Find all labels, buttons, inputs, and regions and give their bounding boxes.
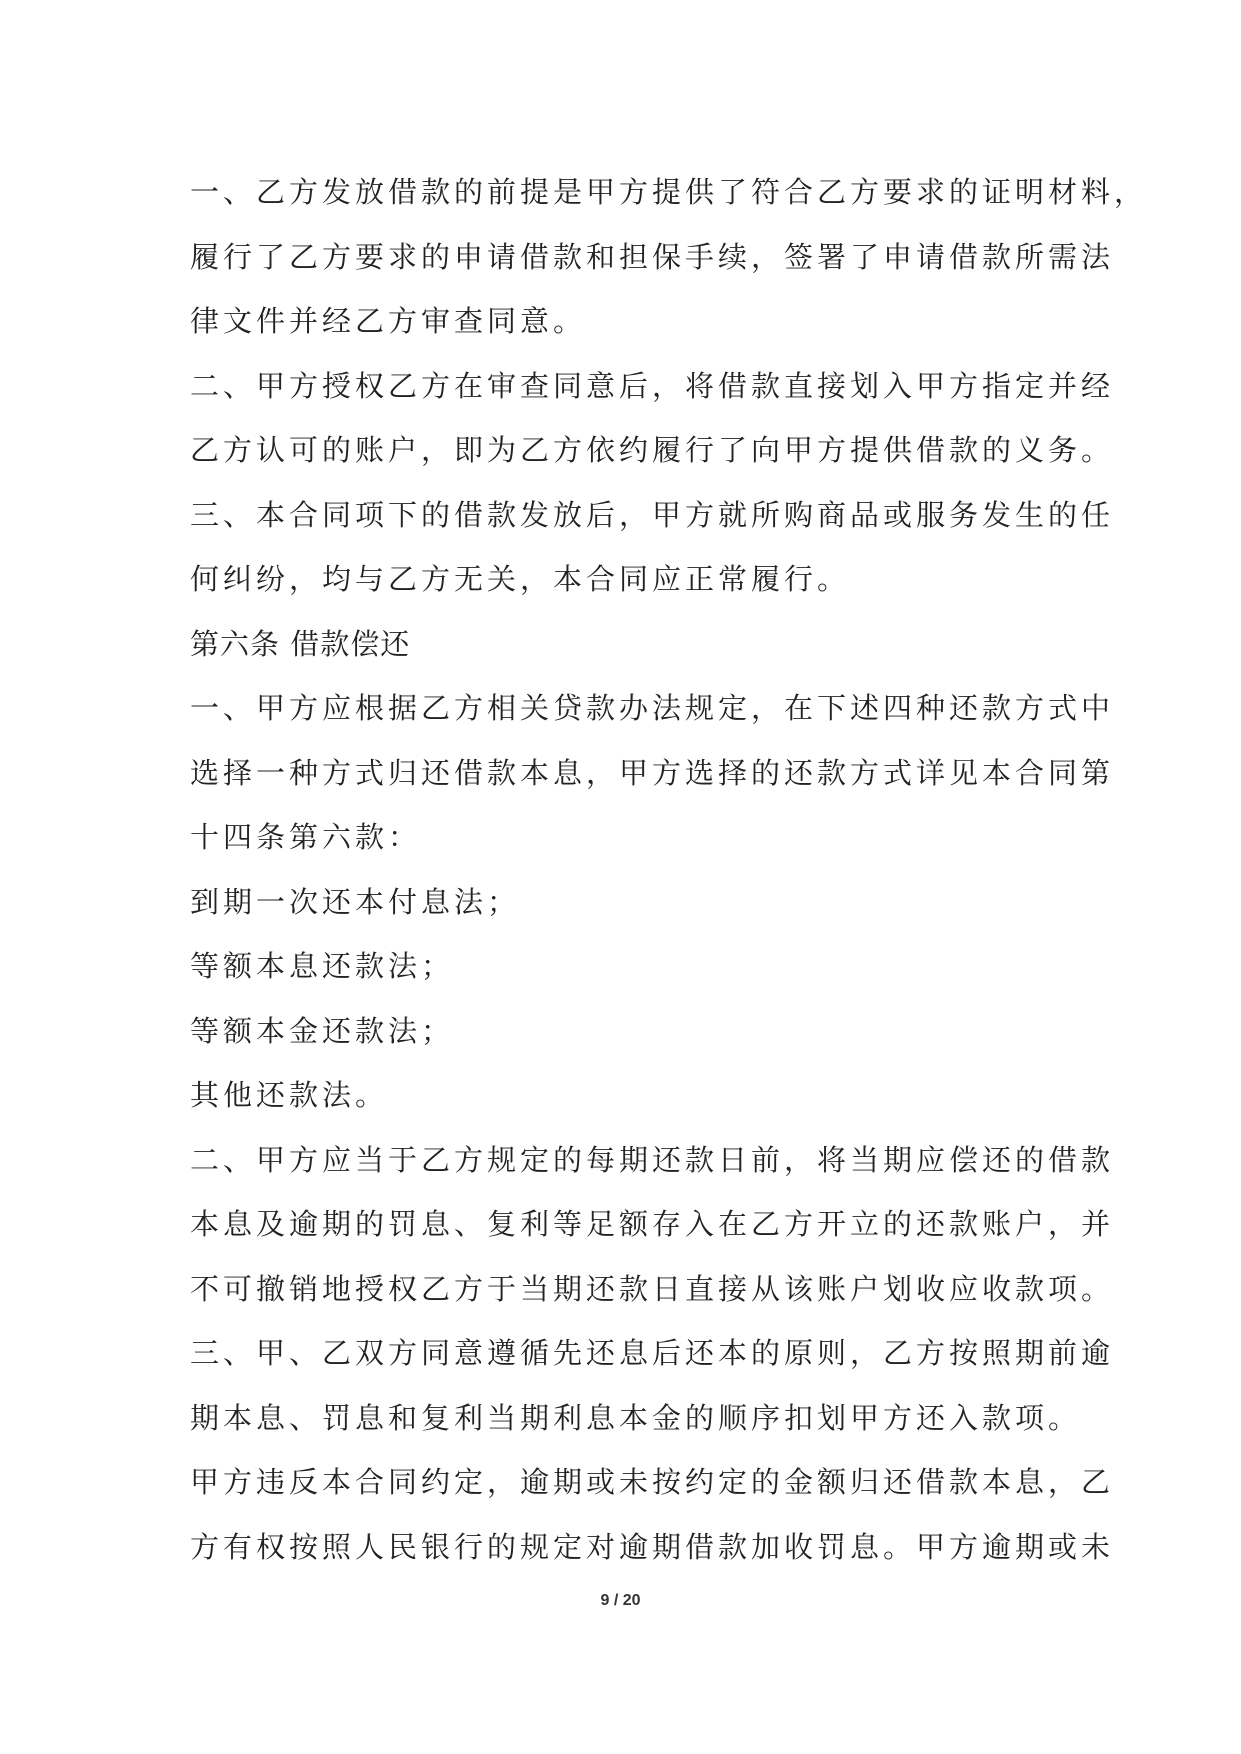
text-line: 二、甲方授权乙方在审查同意后，将借款直接划入甲方指定并经 — [190, 368, 1115, 403]
text-line: 三、本合同项下的借款发放后，甲方就所购商品或服务发生的任 — [190, 497, 1115, 532]
list-item: 等额本息还款法； — [190, 949, 455, 983]
text-line: 本息及逾期的罚息、复利等足额存入在乙方开立的还款账户，并 — [190, 1207, 1115, 1241]
list-item: 等额本金还款法； — [190, 1013, 455, 1048]
text-line: 三、甲、乙双方同意遵循先还息后还本的原则，乙方按照期前逾 — [190, 1336, 1115, 1370]
text-line: 甲方违反本合同约定，逾期或未按约定的金额归还借款本息，乙 — [190, 1465, 1115, 1499]
text-line: 二、甲方应当于乙方规定的每期还款日前，将当期应偿还的借款 — [190, 1142, 1115, 1177]
list-item: 其他还款法。 — [190, 1078, 389, 1112]
text-line: 律文件并经乙方审查同意。 — [190, 304, 587, 338]
text-line: 何纠纷，均与乙方无关，本合同应正常履行。 — [190, 562, 851, 596]
section-heading: 第六条 借款偿还 — [190, 626, 411, 661]
text-line: 一、乙方发放借款的前提是甲方提供了符合乙方要求的证明材料， — [190, 175, 1148, 209]
text-line: 方有权按照人民银行的规定对逾期借款加收罚息。甲方逾期或未 — [190, 1529, 1115, 1564]
text-line: 期本息、罚息和复利当期利息本金的顺序扣划甲方还入款项。 — [190, 1400, 1082, 1435]
text-line: 履行了乙方要求的申请借款和担保手续，签署了申请借款所需法 — [190, 239, 1115, 274]
text-line: 不可撤销地授权乙方于当期还款日直接从该账户划收应收款项。 — [190, 1271, 1115, 1306]
list-item: 到期一次还本付息法； — [190, 884, 521, 919]
document-body — [190, 160, 1148, 1579]
text-line: 选择一种方式归还借款本息，甲方选择的还款方式详见本合同第 — [190, 755, 1115, 790]
text-line: 十四条第六款： — [190, 820, 422, 854]
text-line: 乙方认可的账户，即为乙方依约履行了向甲方提供借款的义务。 — [190, 433, 1115, 467]
page-number: 9 / 20 — [600, 1592, 641, 1609]
text-line: 一、甲方应根据乙方相关贷款办法规定，在下述四种还款方式中 — [190, 691, 1115, 725]
